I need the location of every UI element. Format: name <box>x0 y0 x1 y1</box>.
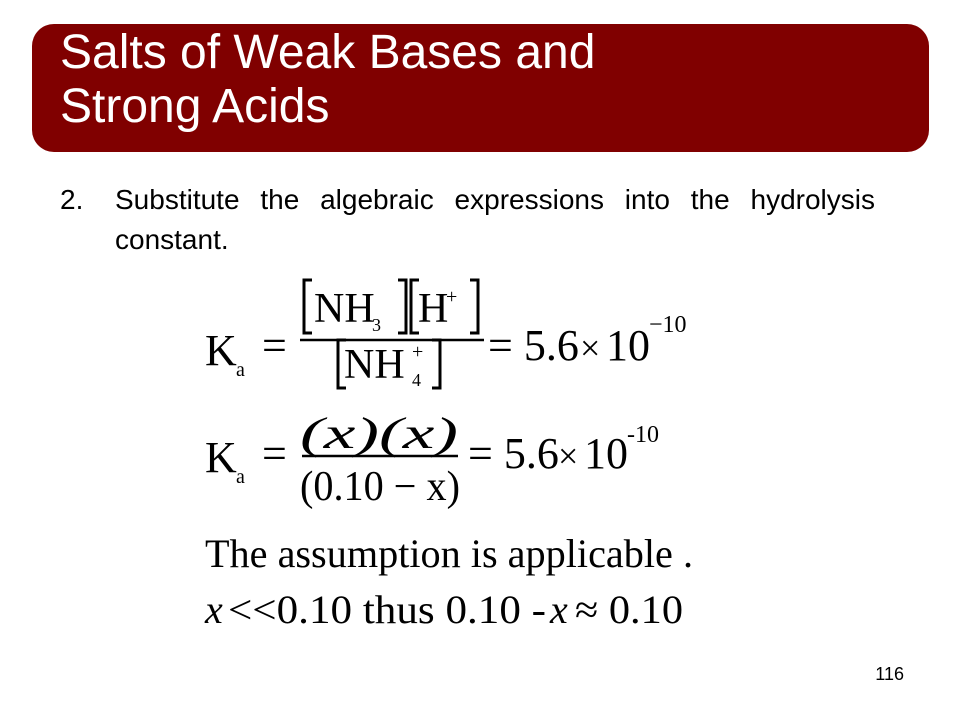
assumption-condition <box>204 587 683 632</box>
eq1-k: K <box>205 326 237 375</box>
eq1-rhs: = 5.6 <box>488 321 579 370</box>
eq2-equals: = <box>262 429 287 478</box>
eq1-equals: = <box>262 321 287 370</box>
assumption-note: The assumption is applicable . <box>205 531 693 576</box>
eq1-times: × <box>580 328 601 368</box>
eq1-exponent: −10 <box>649 312 687 338</box>
eq1-num-species-2: H <box>418 286 449 332</box>
eq1-den-species-superscript: + <box>412 341 424 363</box>
equation-ka-substitution <box>205 409 659 510</box>
eq1-k-subscript: a <box>236 359 245 381</box>
eq2-k-subscript: a <box>236 466 245 488</box>
eq2-exponent: -10 <box>627 422 659 448</box>
eq1-num-species-1: NH <box>314 286 375 332</box>
eq1-num-species-1-subscript: 3 <box>372 315 381 335</box>
step-text: Substitute the algebraic expressions into the hydrolysis constant. <box>115 184 875 255</box>
title-line-1: Salts of Weak Bases and <box>60 26 596 79</box>
condition-result: ≈ 0.10 <box>575 587 683 632</box>
eq1-den-species-subscript: 4 <box>412 370 421 390</box>
eq2-base: 10 <box>584 429 628 478</box>
step-number: 2. <box>60 184 84 215</box>
eq2-rhs: = 5.6 <box>468 429 559 478</box>
eq1-den-species: NH <box>344 342 405 388</box>
eq1-num-species-2-superscript: + <box>446 286 458 308</box>
eq2-numerator: (x)(x) <box>300 409 458 458</box>
condition-x-2: x <box>550 587 568 632</box>
condition-x-1: x <box>205 587 223 632</box>
eq2-times: × <box>558 436 579 476</box>
eq2-k: K <box>205 433 237 482</box>
slide-number: 116 <box>875 664 904 684</box>
eq2-denominator: (0.10 − x) <box>300 464 460 510</box>
title-line-2: Strong Acids <box>60 80 330 133</box>
equation-ka-definition <box>205 280 687 390</box>
eq1-base: 10 <box>606 321 650 370</box>
condition-middle: <<0.10 thus 0.10 - <box>228 587 546 632</box>
